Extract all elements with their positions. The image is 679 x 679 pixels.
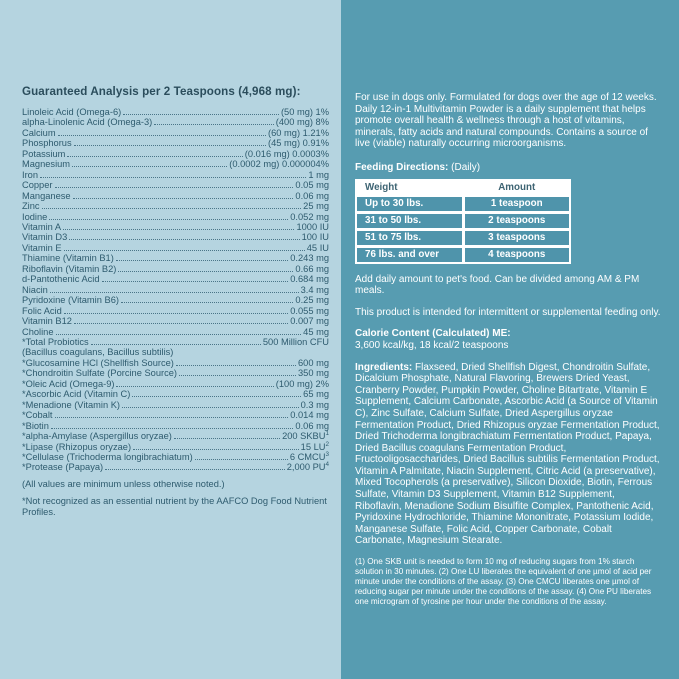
dotted-leader [64,250,305,251]
analysis-row [22,253,329,263]
calorie-content-section [355,328,662,351]
nutrient-value: (100 mg) 2% [275,378,329,389]
analysis-row [22,180,329,190]
dotted-leader [195,459,288,460]
feeding-table-cell: 76 lbs. and over [357,248,462,262]
analysis-row [22,389,329,399]
nutrient-value: 1 mg [308,169,329,180]
nutrient-name: Magnesium [22,159,71,170]
analysis-row [22,191,329,201]
nutrient-value: 0.052 mg [290,211,329,222]
dotted-leader [122,407,299,408]
dotted-leader [58,135,266,136]
nutrient-name: d-Pantothenic Acid [22,274,100,285]
analysis-row [22,337,329,347]
nutrient-value: 45 mg [303,326,329,337]
dotted-leader [67,156,242,157]
feeding-directions-label: Feeding Directions: [355,161,449,173]
analysis-row [22,306,329,316]
dotted-leader [102,281,289,282]
guaranteed-analysis-title: Guaranteed Analysis per 2 Teaspoons (4,968 mg): [22,85,301,98]
directions-panel [341,0,679,679]
analysis-note: *Not recognized as an essential nutrient by the AAFCO Dog Food Nutrient Profiles. [22,495,327,517]
dotted-leader [49,219,288,220]
dotted-leader [179,375,296,376]
feeding-table-cell: 3 teaspoons [465,231,570,245]
analysis-row [22,410,329,420]
analysis-row [22,138,329,148]
nutrient-name: Vitamin D3 [22,232,68,243]
ingredients-label: Ingredients: [355,361,413,373]
analysis-row [22,452,329,462]
analysis-row [22,117,329,127]
nutrient-value: 600 mg [297,357,329,368]
analysis-row [22,400,329,410]
nutrient-name: *Biotin [22,420,49,431]
analysis-row [22,316,329,326]
analysis-row [22,107,329,117]
footnote-marker: 2 [325,440,329,448]
footnote-marker: 4 [325,461,329,469]
feeding-notes [355,274,662,319]
analysis-row [22,212,329,222]
nutrient-name: Calcium [22,127,56,138]
nutrient-value: 200 SKBU$^1$ [282,429,329,442]
nutrient-name: Riboflavin (Vitamin B2) [22,263,117,274]
nutrient-value: 1000 IU [296,221,329,232]
footnote-marker: 1 [325,429,329,437]
nutrient-name: Zinc [22,201,40,212]
analysis-row [22,421,329,431]
dotted-leader [50,292,299,293]
nutrient-name: Folic Acid [22,305,62,316]
analysis-row [22,170,329,180]
feeding-table-cell: 2 teaspoons [465,214,570,228]
nutrient-value: 0.007 mg [290,316,329,327]
nutrient-value: 45 IU [306,242,329,253]
dotted-leader [40,177,306,178]
feeding-table [355,179,571,264]
nutrient-name: Linoleic Acid (Omega-6) [22,107,122,117]
nutrient-value: 15 $LU^2$ [300,440,329,452]
nutrient-name: alpha-Linolenic Acid (Omega-3) [22,117,153,128]
nutrient-name: Potassium [22,148,66,159]
nutrient-value: (0.0002 mg) 0.000004% [229,159,329,170]
dotted-leader [154,124,274,125]
calorie-content-value: 3,600 kcal/kg, 18 kcal/2 teaspoons [355,339,509,351]
analysis-row [22,347,329,357]
dotted-leader [118,271,293,272]
analysis-row [22,232,329,242]
feeding-table-cell: 51 to 75 lbs. [357,231,462,245]
nutrient-value: 100 IU [301,232,329,243]
footnote-marker: 3 [325,450,329,458]
nutrient-name: *Menadione (Vitamin K) [22,399,121,410]
nutrient-value: 500 Million CFU [262,336,329,347]
nutrient-name: Iodine [22,211,48,222]
analysis-row [22,442,329,452]
nutrient-name: Copper [22,180,53,191]
dotted-leader [51,428,294,429]
dotted-leader [121,302,293,303]
dotted-leader [55,187,294,188]
analysis-row [22,264,329,274]
nutrient-name: Vitamin E [22,242,62,253]
nutrient-name: *Glucosamine HCl (Shellfish Source) [22,357,174,368]
dotted-leader [91,344,261,345]
nutrient-value: 25 mg [303,201,329,212]
feeding-table-cell: 1 teaspoon [465,197,570,211]
analysis-row [22,431,329,441]
nutrient-value: 350 mg [297,368,329,379]
dotted-leader [133,449,299,450]
nutrient-name: *Total Probiotics [22,336,89,347]
feeding-directions-heading [355,162,662,174]
dotted-leader [123,114,279,115]
dotted-leader [74,145,266,146]
analysis-notes [22,479,329,518]
analysis-row [22,149,329,159]
dotted-leader [116,260,288,261]
footnotes: (1) One SKB unit is needed to form 10 mg of reducing sugars from 1% starch solution in 30 minutes. (2) One LU liberates the equivalent of one µmol of acid per minute under the conditions of the assay. (3) One CMCU liberates one µmol of reducing sugar per minute under the conditions of the assay. (4) One PU liberates one microgram of tyrosine per hour under the conditions of the assay. [355,557,652,606]
nutrient-name: *Lipase (Rhizopus oryzae) [22,441,132,452]
dotted-leader [55,417,289,418]
feeding-table-header: Weight [357,181,462,194]
nutrient-name: *Ascorbic Acid (Vitamin C) [22,389,131,400]
analysis-row [22,327,329,337]
ingredients-paragraph [355,362,662,548]
dotted-leader [64,313,288,314]
nutrient-value: (0.016 mg) 0.0003% [244,148,329,159]
analysis-row [22,274,329,284]
nutrient-name: Niacin [22,284,48,295]
feeding-note: Add daily amount to pet's food. Can be divided among AM & PM meals. [355,273,640,297]
dotted-leader [74,323,288,324]
dotted-leader [56,334,302,335]
analysis-row [22,222,329,232]
nutrient-value: 0.25 mg [295,295,329,306]
analysis-row [22,358,329,368]
analysis-row [22,201,329,211]
nutrient-value: (45 mg) 0.91% [268,138,329,149]
guaranteed-analysis-list [22,107,329,473]
dotted-leader [176,365,296,366]
nutrient-value: 2,000 $PU^4$ [286,461,329,473]
nutrient-name: Vitamin B12 [22,316,72,327]
nutrient-name: *alpha-Amylase (Aspergillus oryzae) [22,431,172,442]
nutrient-value: 65 mg [303,389,329,400]
nutrient-name: Phosphorus [22,138,72,149]
ingredients-text: Flaxseed, Dried Shellfish Digest, Chondroitin Sulfate, Dicalcium Phosphate, Natural Flavoring, Brewers Dried Yeast, Cranberry Powder, Pumpkin Powder, Choline Bitartrate, Vitamin E Supplement, Calcium Carbonate, Ascorbic Acid (a Source of Vitamin C), Zinc Sulfate, Calcium Sulfate, Dried Aspergillus oryzae Fermentation Product, Dried Rhizopus oryzae Fermentation Product, Dried Trichoderma longibrachiatum Fermentation Product, Papaya, Dried Bacillus coagulans Fermentation Product, Fructooligosaccharides, Dried Bacillus subtilis Fermentation Product, Vitamin A Palmitate, Niacin Supplement, Citric Acid (a preservative), Mixed Tocopherols (a preservative), Silicon Dioxide, Biotin, Ferrous Sulfate, Vitamin D3 Supplement, Vitamin B12 Supplement, Riboflavin, Menadione Sodium Bisulfite Complex, Pantothenic Acid, Pyridoxine Hydrochloride, Thiamine Mononitrate, Potassium Iodide, Manganese Sulfate, Folic Acid, Copper Carbonate, Cobalt Carbonate, Magnesium Stearate. [355,361,660,547]
analysis-row [22,128,329,138]
nutrient-name: Choline [22,326,54,337]
nutrient-name: Vitamin A [22,221,62,232]
dotted-leader [69,239,299,240]
analysis-row [22,368,329,378]
analysis-note: (All values are minimum unless otherwise noted.) [22,478,225,489]
nutrient-name: *Oleic Acid (Omega-9) [22,378,115,389]
feeding-table-header: Amount [465,181,570,194]
nutrient-name: Manganese [22,190,71,201]
analysis-row [22,243,329,253]
nutrient-value: 6 CMCU$^3$ [289,450,329,462]
feeding-table-cell: 4 teaspoons [465,248,570,262]
dotted-leader [73,198,294,199]
dotted-leader [42,208,302,209]
dotted-leader [105,469,285,470]
nutrient-name: *Protease (Papaya) [22,462,104,473]
nutrient-name: Thiamine (Vitamin B1) [22,253,114,264]
dotted-leader [174,438,280,439]
nutrient-value: (60 mg) 1.21% [268,127,329,138]
nutrient-value: 0.05 mg [295,180,329,191]
nutrient-name: *Cobalt [22,410,53,421]
dotted-leader [63,229,294,230]
feeding-directions-qualifier: (Daily) [448,161,481,173]
dotted-leader [132,396,301,397]
nutrient-value: 0.3 mg [300,399,329,410]
dotted-leader [72,166,227,167]
nutrient-value: 0.055 mg [290,305,329,316]
nutrient-value: (50 mg) 1% [280,107,329,117]
nutrient-name: *Cellulase (Trichoderma longibrachiatum) [22,451,193,462]
analysis-row [22,159,329,169]
feeding-table-cell: 31 to 50 lbs. [357,214,462,228]
feeding-note: This product is intended for intermittent or supplemental feeding only. [355,306,661,318]
nutrient-value: 0.684 mg [290,274,329,285]
calorie-content-heading: Calorie Content (Calculated) ME: [355,328,511,340]
analysis-row [22,379,329,389]
nutrient-value: 0.66 mg [295,263,329,274]
analysis-row [22,462,329,472]
nutrient-value: (400 mg) 8% [275,117,329,128]
nutrient-value: 0.06 mg [295,190,329,201]
nutrient-name: Iron [22,169,39,180]
analysis-row [22,285,329,295]
nutrient-value: 0.014 mg [290,410,329,421]
dotted-leader [116,386,273,387]
nutrient-value: 0.06 mg [295,420,329,431]
nutrient-value: 3.4 mg [300,284,329,295]
intro-paragraph: For use in dogs only. Formulated for dogs over the age of 12 weeks. Daily 12-in-1 Multivitamin Powder is a daily supplement that helps promote overall health & wellness through a host of vitamins, minerals, fatty acids and natural compounds. Contains a source of live (viable) naturally occurring microorganisms. [355,92,657,150]
nutrient-value: 0.243 mg [290,253,329,264]
analysis-row [22,295,329,305]
nutrient-name: Pyridoxine (Vitamin B6) [22,295,119,306]
nutrient-name: (Bacillus coagulans, Bacillus subtilis) [22,347,174,358]
feeding-table-cell: Up to 30 lbs. [357,197,462,211]
nutrient-name: *Chondroitin Sulfate (Porcine Source) [22,368,178,379]
